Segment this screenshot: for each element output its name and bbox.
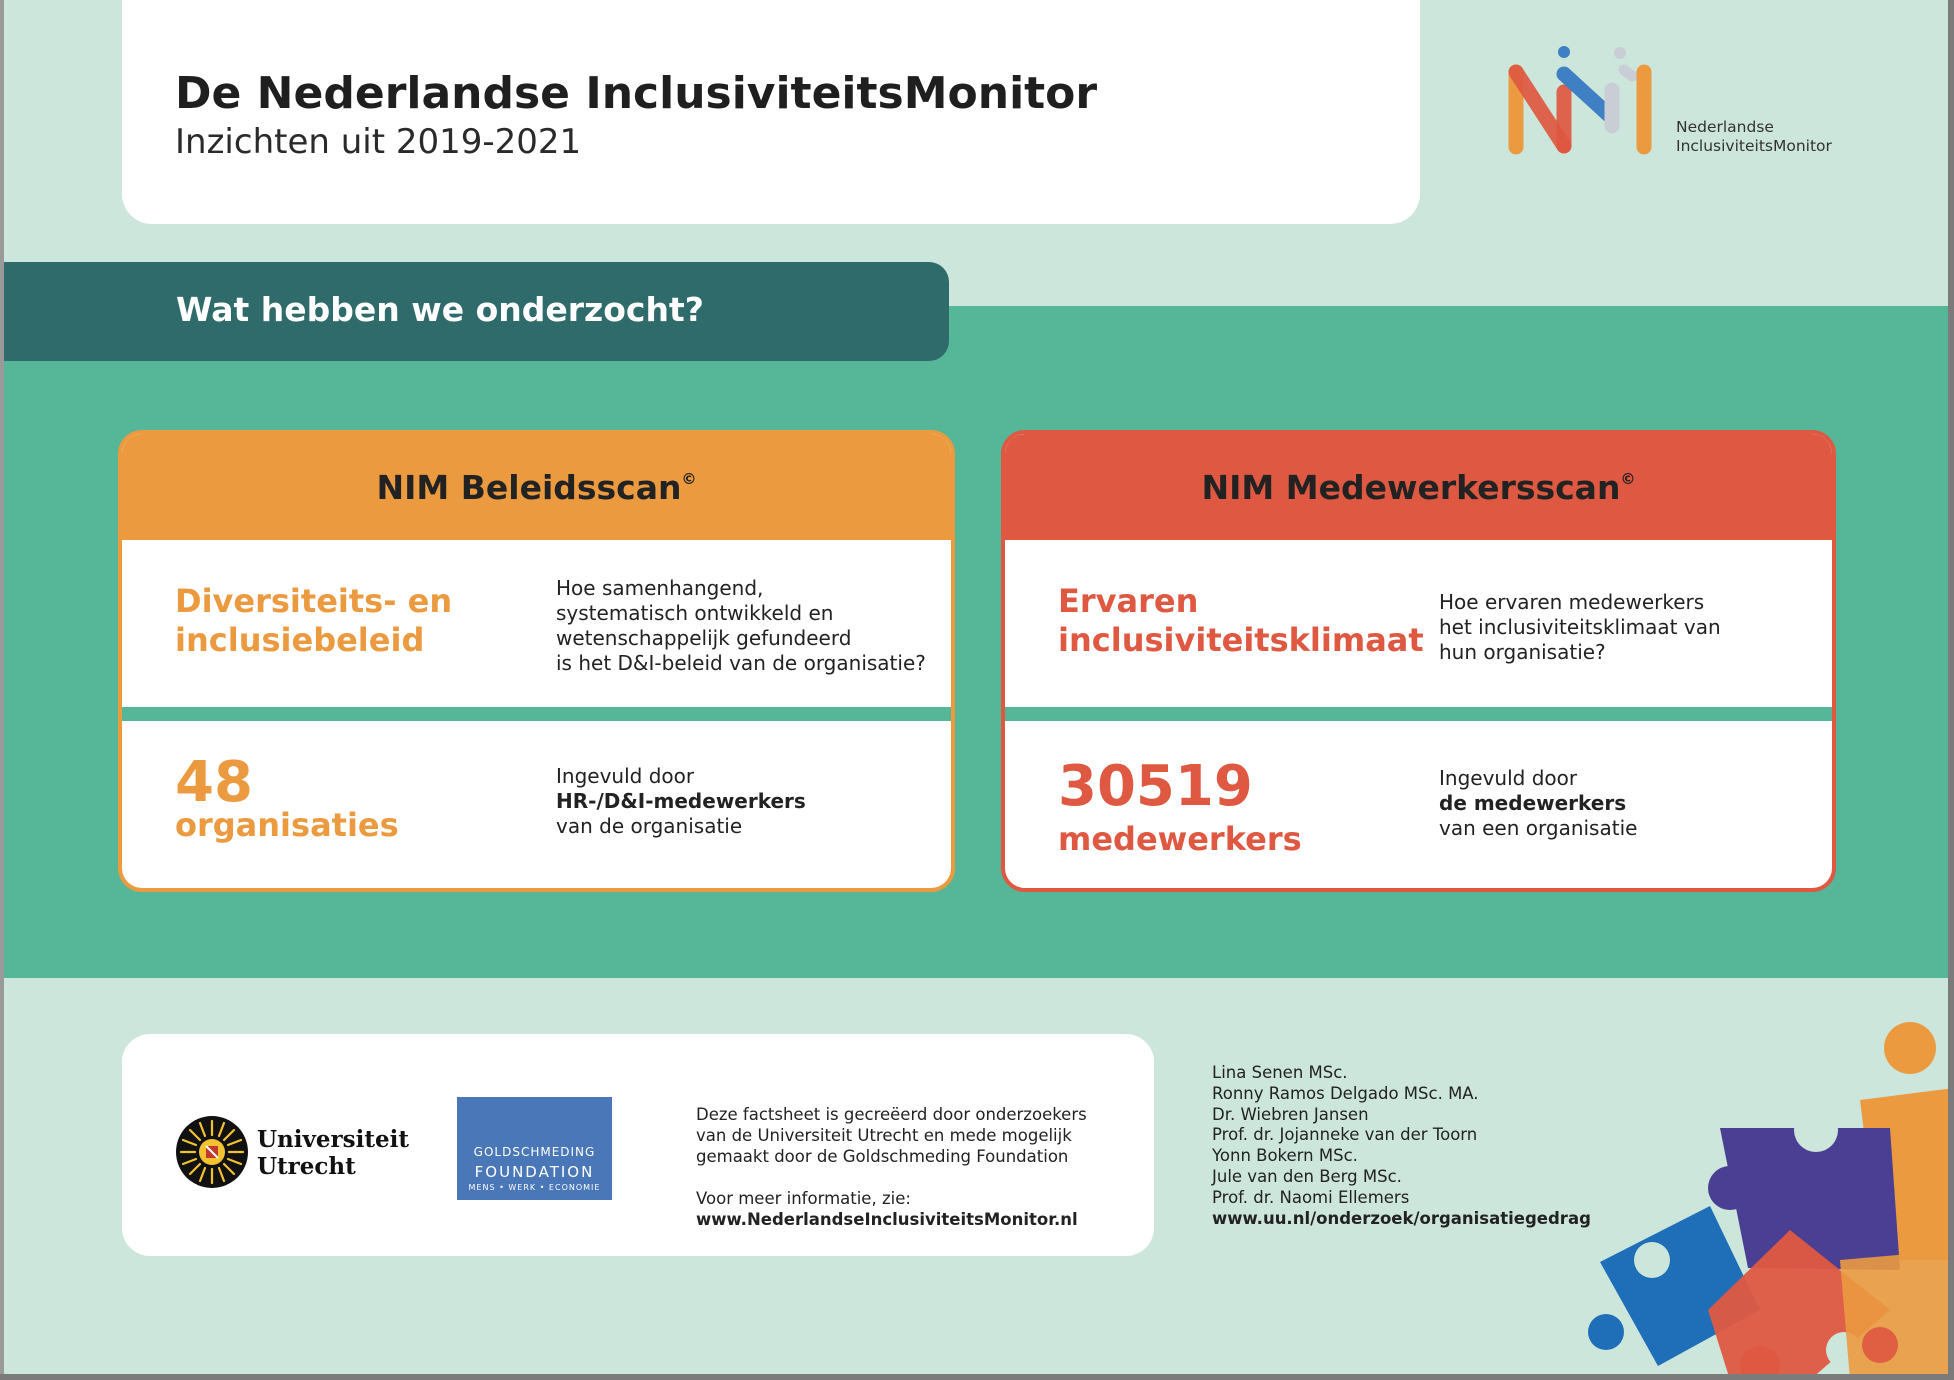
beleidsscan-card — [118, 430, 955, 892]
author-name: Jule van den Berg MSc. — [1212, 1166, 1402, 1186]
desc-line: het inclusiviteitsklimaat van — [1439, 615, 1721, 639]
card-divider — [122, 707, 951, 721]
authors-list — [1212, 1063, 1591, 1229]
beleidsscan-count-unit: organisaties — [175, 806, 399, 844]
medewerkersscan-description — [1439, 590, 1721, 665]
authors-link[interactable]: www.uu.nl/onderzoek/organisatiegedrag — [1212, 1208, 1591, 1228]
footer-description — [696, 1104, 1087, 1230]
footer-line: gemaakt door de Goldschmeding Foundation — [696, 1147, 1069, 1166]
beleidsscan-filled-by — [556, 764, 806, 839]
beleidsscan-topic — [175, 582, 452, 660]
logo-line1: Nederlandse — [1676, 118, 1774, 136]
university-line2: Utrecht — [257, 1153, 356, 1180]
beleidsscan-description — [556, 576, 926, 676]
copyright-mark: © — [1620, 470, 1636, 488]
author-name: Lina Senen MSc. — [1212, 1063, 1348, 1082]
nim-logo-text — [1676, 118, 1832, 156]
author-name: Prof. dr. Naomi Ellemers — [1212, 1187, 1410, 1207]
medewerkersscan-title: NIM Medewerkersscan — [1201, 467, 1621, 507]
topic-line2: inclusiviteitsklimaat — [1058, 621, 1424, 659]
beleidsscan-header — [122, 434, 951, 540]
topic-line2: inclusiebeleid — [175, 621, 425, 659]
footer-more-info: Voor meer informatie, zie: — [696, 1189, 911, 1208]
goldschmeding-logo — [457, 1097, 612, 1200]
puzzle-pieces-icon — [1580, 1010, 1954, 1380]
footer-line: Deze factsheet is gecreëerd door onderzoekers — [696, 1105, 1087, 1124]
topic-line1: Ervaren — [1058, 582, 1199, 620]
author-name: Yonn Bokern MSc. — [1212, 1146, 1358, 1166]
beleidsscan-count: 48 — [175, 750, 253, 815]
medewerkersscan-filled-by — [1439, 766, 1637, 841]
copyright-mark: © — [681, 470, 697, 488]
uu-sun-seal-icon — [175, 1115, 249, 1189]
filled-by-who: de medewerkers — [1439, 791, 1627, 815]
medewerkersscan-header — [1005, 434, 1832, 540]
university-line1: Universiteit — [257, 1126, 409, 1153]
author-name: Prof. dr. Jojanneke van der Toorn — [1212, 1125, 1478, 1145]
foundation-tagline: MENS • WERK • ECONOMIE — [468, 1183, 601, 1192]
card-divider — [1005, 707, 1832, 721]
page-subtitle: Inzichten uit 2019-2021 — [175, 122, 582, 162]
page-title: De Nederlandse InclusiviteitsMonitor — [175, 68, 1098, 119]
filled-by-line3: van de organisatie — [556, 814, 743, 838]
beleidsscan-title: NIM Beleidsscan — [376, 467, 682, 507]
page-edge — [0, 0, 4, 1380]
filled-by-who: HR-/D&I-medewerkers — [556, 789, 806, 813]
footer-website-link[interactable]: www.NederlandseInclusiviteitsMonitor.nl — [696, 1210, 1078, 1229]
desc-line: systematisch ontwikkeld en — [556, 601, 834, 625]
author-name: Dr. Wiebren Jansen — [1212, 1104, 1369, 1124]
medewerkersscan-topic — [1058, 582, 1424, 660]
desc-line: is het D&I-beleid van de organisatie? — [556, 651, 926, 675]
logo-line2: InclusiviteitsMonitor — [1676, 137, 1832, 155]
desc-line: Hoe ervaren medewerkers — [1439, 590, 1705, 614]
medewerkersscan-count: 30519 — [1058, 754, 1253, 819]
filled-by-line1: Ingevuld door — [556, 764, 695, 788]
foundation-line2: FOUNDATION — [474, 1163, 595, 1181]
foundation-line1: GOLDSCHMEDING — [473, 1145, 596, 1159]
author-name: Ronny Ramos Delgado MSc. MA. — [1212, 1083, 1479, 1103]
filled-by-line1: Ingevuld door — [1439, 766, 1578, 790]
desc-line: wetenschappelijk gefundeerd — [556, 626, 852, 650]
filled-by-line3: van een organisatie — [1439, 816, 1638, 840]
page-edge — [0, 1374, 1954, 1380]
medewerkersscan-count-unit: medewerkers — [1058, 820, 1302, 858]
topic-line1: Diversiteits- en — [175, 582, 453, 620]
footer-line: van de Universiteit Utrecht en mede mogelijk — [696, 1126, 1072, 1145]
desc-line: Hoe samenhangend, — [556, 576, 764, 600]
section-question: Wat hebben we onderzocht? — [176, 290, 704, 329]
university-name — [257, 1126, 409, 1180]
medewerkersscan-card — [1001, 430, 1836, 892]
page-edge — [1948, 0, 1954, 1380]
desc-line: hun organisatie? — [1439, 640, 1606, 664]
